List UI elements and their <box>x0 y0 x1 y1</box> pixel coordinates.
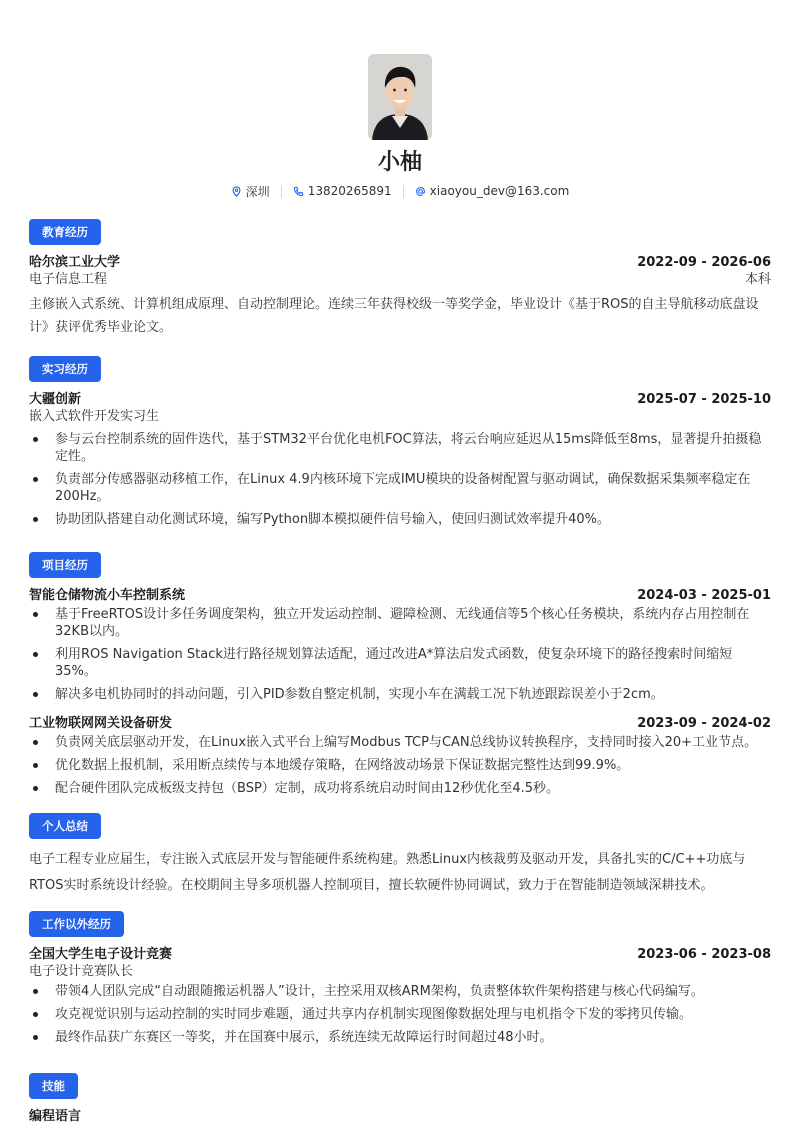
major: 电子信息工程 <box>29 272 108 287</box>
location-text: 深圳 <box>245 184 270 199</box>
section-badge-internship: 实习经历 <box>29 356 101 382</box>
project-bullets <box>29 734 771 797</box>
section-internship <box>29 356 771 534</box>
section-education <box>29 219 771 339</box>
section-badge-skills: 技能 <box>29 1073 78 1099</box>
list-item: 攻克视觉识别与运动控制的实时同步难题，通过共享内存机制实现图像数据处理与电机指令下发的零拷贝传输。 <box>29 1006 771 1023</box>
competition-role: 电子设计竞赛队长 <box>29 964 134 979</box>
project-date: 2024-03 - 2025-01 <box>637 588 771 603</box>
section-extra <box>29 911 771 1052</box>
divider <box>281 185 282 198</box>
list-item: 优化数据上报机制，采用断点续传与本地缓存策略，在网络波动场景下保证数据完整性达到99.9%。 <box>29 757 771 774</box>
skills-heading: 编程语言 <box>29 1109 82 1124</box>
contact-row <box>29 182 771 200</box>
list-item: 负责部分传感器驱动移植工作，在Linux 4.9内核环境下完成IMU模块的设备树配置与驱动调试，确保数据采集频率稳定在200Hz。 <box>29 471 771 505</box>
contact-location <box>231 183 270 200</box>
contact-email[interactable] <box>415 184 570 198</box>
phone-icon <box>293 186 304 197</box>
project-name: 工业物联网网关设备研发 <box>29 716 173 731</box>
section-badge-extra: 工作以外经历 <box>29 911 124 937</box>
project-header-row <box>29 715 771 732</box>
extra-bullets <box>29 983 771 1046</box>
at-sign-icon <box>415 186 426 197</box>
school-name: 哈尔滨工业大学 <box>29 255 121 270</box>
list-item: 参与云台控制系统的固件迭代，基于STM32平台优化电机FOC算法，将云台响应延迟从15ms降低至8ms，显著提升拍摄稳定性。 <box>29 431 771 465</box>
project-header-row <box>29 587 771 604</box>
internship-header-row <box>29 391 771 408</box>
extra-header-row <box>29 946 771 963</box>
project-bullets <box>29 606 771 703</box>
candidate-name: 小柚 <box>377 150 422 175</box>
project-name: 智能仓储物流小车控制系统 <box>29 588 186 603</box>
education-header-row <box>29 254 771 271</box>
list-item: 最终作品获广东赛区一等奖，并在国赛中展示，系统连续无故障运行时间超过48小时。 <box>29 1029 771 1046</box>
list-item: 带领4人团队完成“自动跟随搬运机器人”设计，主控采用双核ARM架构，负责整体软件架构搭建与核心代码编写。 <box>29 983 771 1000</box>
competition-name: 全国大学生电子设计竞赛 <box>29 947 173 962</box>
list-item: 协助团队搭建自动化测试环境，编写Python脚本模拟硬件信号输入，使回归测试效率提升40%。 <box>29 511 771 528</box>
list-item: 利用ROS Navigation Stack进行路径规划算法适配，通过改进A*算法启发式函数，使复杂环境下的路径搜索时间缩短35%。 <box>29 646 771 680</box>
company-name: 大疆创新 <box>29 392 82 407</box>
location-pin-icon <box>231 186 242 197</box>
competition-date: 2023-06 - 2023-08 <box>637 947 771 962</box>
phone-text: 13820265891 <box>307 184 392 198</box>
internship-bullets <box>29 431 771 528</box>
portrait-photo <box>368 54 432 140</box>
contact-phone <box>293 184 392 198</box>
summary-text: 电子工程专业应届生，专注嵌入式底层开发与智能硬件系统构建。熟悉Linux内核裁剪及驱动开发，具备扎实的C/C++功底与RTOS实时系统设计经验。在校期间主导多项机器人控制项目，擅长软硬件协同调试，致力于在智能制造领域深耕技术。 <box>29 852 746 893</box>
education-description: 主修嵌入式系统、计算机组成原理、自动控制理论。连续三年获得校级一等奖学金，毕业设计《基于ROS的自主导航移动底盘设计》获评优秀毕业论文。 <box>29 297 759 335</box>
section-badge-summary: 个人总结 <box>29 813 101 839</box>
resume-header <box>29 0 771 200</box>
section-projects <box>29 552 771 803</box>
education-sub-row <box>29 271 771 288</box>
degree: 本科 <box>744 272 771 287</box>
internship-date: 2025-07 - 2025-10 <box>637 392 771 407</box>
section-badge-education: 教育经历 <box>29 219 101 245</box>
section-summary <box>29 813 771 899</box>
list-item: 基于FreeRTOS设计多任务调度架构，独立开发运动控制、避障检测、无线通信等5个核心任务模块，系统内存占用控制在32KB以内。 <box>29 606 771 640</box>
project-date: 2023-09 - 2024-02 <box>637 716 771 731</box>
list-item: 解决多电机协同时的抖动问题，引入PID参数自整定机制，实现小车在满载工况下轨迹跟踪误差小于2cm。 <box>29 686 771 703</box>
divider <box>403 185 404 198</box>
internship-role: 嵌入式软件开发实习生 <box>29 409 160 424</box>
avatar <box>368 54 432 140</box>
section-skills <box>29 1073 771 1125</box>
education-date: 2022-09 - 2026-06 <box>637 255 771 270</box>
list-item: 负责网关底层驱动开发，在Linux嵌入式平台上编写Modbus TCP与CAN总线协议转换程序，支持同时接入20+工业节点。 <box>29 734 771 751</box>
section-badge-projects: 项目经历 <box>29 552 101 578</box>
list-item: 配合硬件团队完成板级支持包（BSP）定制，成功将系统启动时间由12秒优化至4.5秒。 <box>29 780 771 797</box>
email-text[interactable]: xiaoyou_dev@163.com <box>429 184 570 198</box>
